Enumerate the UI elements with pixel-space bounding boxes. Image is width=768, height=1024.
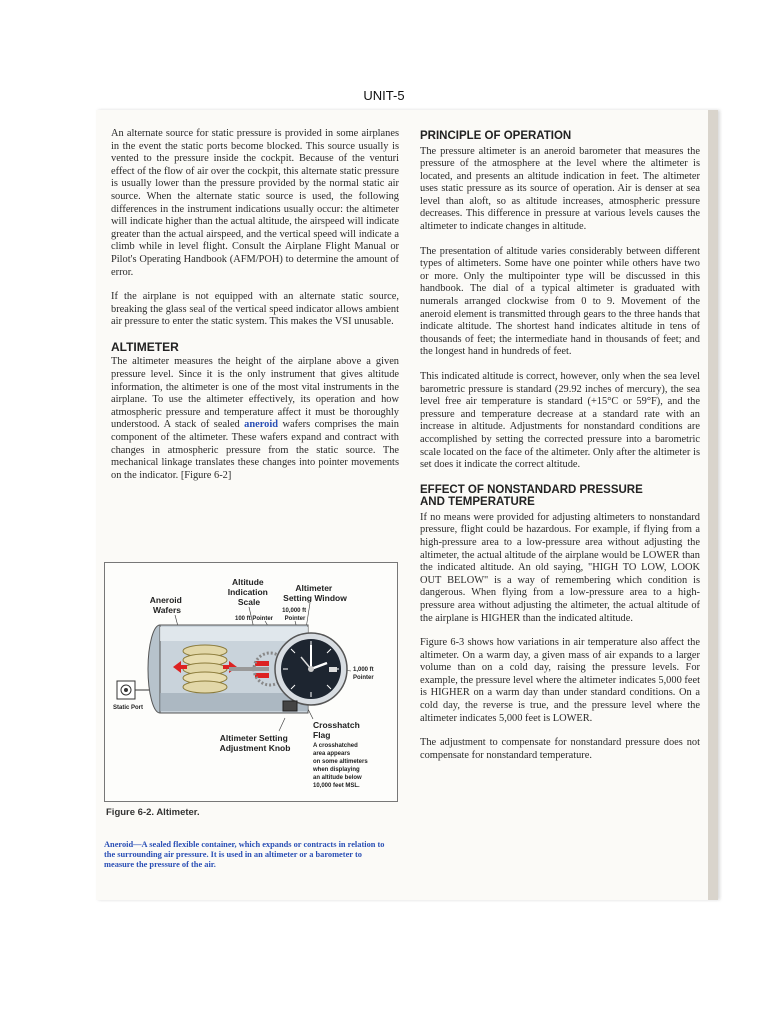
- aneroid-wafers-shape: [183, 645, 227, 693]
- label-adjustment-knob: Altimeter Setting Adjustment Knob: [219, 733, 291, 753]
- label-crosshatch-flag: Crosshatch Flag: [313, 720, 360, 740]
- textbook-page: [96, 110, 718, 900]
- altimeter-diagram: [105, 563, 397, 801]
- label-static-port: Static Port: [113, 705, 144, 711]
- label-altitude-scale: Altitude Indication Scale: [227, 577, 268, 607]
- figure-caption: Figure 6-2. Altimeter.: [106, 807, 200, 818]
- glossary-aneroid: Aneroid—A sealed flexible container, which expands or contracts in relation to the surrounding air pressure. It is used in an altimeter or a barometer to measure the pressure of the air.: [104, 840, 385, 870]
- static-port-shape: [117, 681, 149, 699]
- paragraph-effect-1: If no means were provided for adjusting altimeters to nonstandard pressure, flight could be hazardous. For example, if flying from a high-pressure area to a low-pressure area without adjusting the altimeter, the actual altitude of the airplane would be LOWER than the indicated altitude. An old saying, "HIGH TO LOW, LOOK OUT BELOW" is a way of remembering which condition is dangerous. When flying from a low-pressure area to a high-pressure area without adjusting the altimeter, the actual altitude of the airplane is HIGHER than the indicated altitude.: [420, 511, 700, 624]
- adjustment-knob: [283, 701, 297, 711]
- label-100ft-pointer: 100 ft Pointer: [235, 616, 274, 622]
- label-10000ft-pointer: 10,000 ft Pointer: [282, 608, 307, 622]
- effect-heading: [420, 484, 700, 509]
- paragraph-principle-2: The presentation of altitude varies considerably between different types of altimeters. Some have one pointer while others have two or more. Only the multipointer type will be discussed in this handbook. The dial of a typical altimeter is graduated with numerals arranged clockwise from 0 to 9. Movement of the aneroid element is transmitted through gears to the three hands that indicate altitude. The shortest hand indicates altitude in tens of thousands of feet; the intermediate hand in thousands of feet; and the longest hand in hundreds of feet.: [420, 245, 700, 358]
- altimeter-text-end: wafers comprises the main component of the altimeter. These wafers expand and contract with changes in atmospheric pressure from the static source. The mechanical linkage translates these changes into pointer movements on the indicator. [Figure 6-2]: [111, 419, 399, 481]
- principle-heading: PRINCIPLE OF OPERATION: [420, 130, 572, 142]
- right-column: [420, 130, 700, 774]
- effect-heading-line1: EFFECT OF NONSTANDARD PRESSURE: [420, 483, 643, 496]
- altimeter-figure: [104, 562, 398, 802]
- aneroid-term: aneroid: [244, 419, 279, 431]
- paragraph-no-alternate: If the airplane is not equipped with an alternate static source, breaking the glass seal of the vertical speed indicator allows ambient air pressure to enter the static system. This makes the VSI unusable.: [111, 291, 399, 328]
- paragraph-effect-2: Figure 6-3 shows how variations in air temperature also affect the altimeter. On a warm day, a given mass of air expands to a larger volume than on a cold day, raising the pressure levels. For example, the pressure level where the altimeter indicates 5,000 feet is HIGHER on a warm day than under standard conditions. On a cold day, the reverse is true, and the pressure level where the altimeter indicates 5,000 feet is LOWER.: [420, 637, 700, 724]
- crosshatch-note: A crosshatched area appears on some altimeters when displaying an altitude below 10,000 feet MSL.: [313, 743, 368, 789]
- altimeter-text-start: The altimeter measures the height of the airplane above a given pressure level. Since it is the only instrument that gives altitude information, the altimeter is one of the most vital instruments in the airplane. To use the altimeter effectively, its operation and how atmospheric pressure and temperature affect it must be thoroughly understood. A stack of sealed: [111, 356, 399, 431]
- paragraph-alternate-static: An alternate source for static pressure is provided in some airplanes in the event the static ports become blocked. This source usually is vented to the pressure inside the cockpit. Because of the venturi effect of the flow of air over the cockpit, this alternate static pressure is usually lower than the pressure provided by the normal static air source. When the alternate static source is used, the following differences in the instrument indications usually occur: the altimeter will indicate higher than the actual altitude, the airspeed will indicate greater than the actual airspeed, and the vertical speed will indicate a climb while in level flight. Consult the Airplane Flight Manual or Pilot's Operating Handbook (AFM/POH) to determine the amount of error.: [111, 128, 399, 278]
- effect-heading-line2: AND TEMPERATURE: [420, 496, 535, 509]
- paragraph-effect-3: The adjustment to compensate for nonstandard pressure does not compensate for nonstandard temperature.: [420, 737, 700, 761]
- paragraph-altimeter: [111, 356, 399, 482]
- paragraph-principle-3: This indicated altitude is correct, however, only when the sea level barometric pressure is standard (29.92 inches of mercury), the sea level free air temperature is standard (+15°C or 59°F), and the pressure and temperature decrease at a standard rate with an increase in altitude. Adjustments for nonstandard conditions are accomplished by setting the corrected pressure into a barometric scale located on the face of the altimeter. Only after the altimeter is set does it indicate the correct altitude.: [420, 371, 700, 471]
- paragraph-principle-1: The pressure altimeter is an aneroid barometer that measures the pressure of the atmosphere at the level where the altimeter is located, and presents an altitude indication in feet. The altimeter uses static pressure as its source of operation. Air is denser at sea level than aloft, so as altitude increases, atmospheric pressure decreases. This difference in pressure at various levels causes the altimeter to indicate changes in altitude.: [420, 145, 700, 233]
- altimeter-dial: [275, 633, 347, 705]
- label-setting-window: Altimeter Setting Window: [283, 583, 347, 603]
- unit-title: UNIT-5: [363, 88, 405, 103]
- label-1000ft-pointer: 1,000 ft Pointer: [353, 667, 374, 681]
- left-column: [111, 128, 399, 494]
- label-aneroid-wafers: Aneroid Wafers: [149, 595, 182, 615]
- altimeter-heading: ALTIMETER: [111, 339, 179, 354]
